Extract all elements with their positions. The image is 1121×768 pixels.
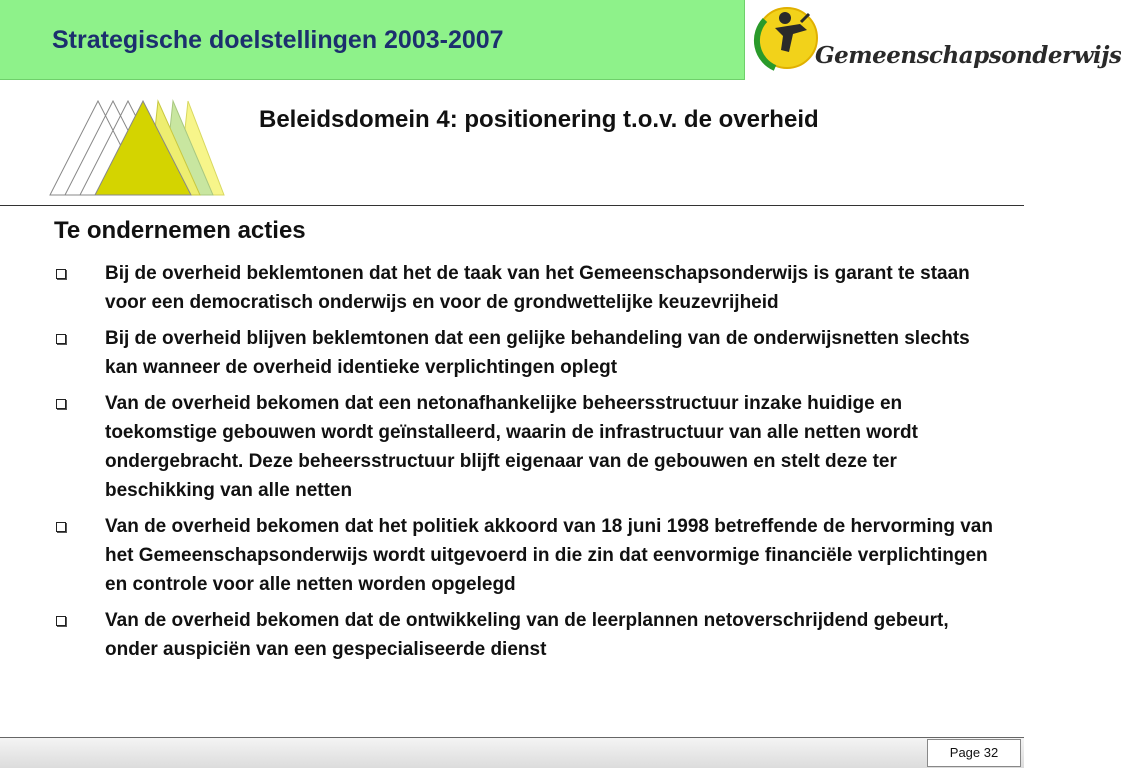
bullet-square-icon <box>56 334 66 344</box>
list-item-text: Van de overheid bekomen dat de ontwikkeling van de leerplannen netoverschrijdend gebeurt, onder auspiciën van een gespecialiseerde dienst <box>105 610 949 660</box>
divider <box>0 205 1024 206</box>
list-item-text: Bij de overheid beklemtonen dat het de taak van het Gemeenschapsonderwijs is garant te staan voor een democratisch onderwijs en voor de grondwettelijke keuzevrijheid <box>105 263 970 313</box>
list-item <box>54 324 1004 382</box>
bullet-square-icon <box>56 616 66 626</box>
footer-bar <box>0 737 1024 768</box>
bullet-square-icon <box>56 522 66 532</box>
bullet-list <box>54 259 1004 671</box>
list-item-text: Van de overheid bekomen dat het politiek akkoord van 18 juni 1998 betreffende de hervorming van het Gemeenschapsonderwijs wordt uitgevoerd in die zin dat eenvormige financiële verplichtingen en controle voor alle netten worden opgelegd <box>105 516 993 595</box>
list-item <box>54 606 1004 664</box>
page-number: Page 32 <box>927 739 1021 767</box>
header-bar <box>0 0 745 80</box>
list-item-text: Van de overheid bekomen dat een netonafhankelijke beheersstructuur inzake huidige en toekomstige gebouwen wordt geïnstalleerd, waarin de infrastructuur van alle netten wordt ondergebracht. Deze beheersstructuur blijft eigenaar van de gebouwen en stelt deze ter beschikking van alle netten <box>105 393 918 501</box>
slide-subtitle: Beleidsdomein 4: positionering t.o.v. de overheid <box>259 106 819 133</box>
triangles-decoration-icon <box>48 98 228 198</box>
list-item <box>54 512 1004 599</box>
logo <box>745 0 1121 80</box>
bullet-square-icon <box>56 399 66 409</box>
list-item <box>54 389 1004 505</box>
bullet-square-icon <box>56 269 66 279</box>
list-item <box>54 259 1004 317</box>
list-item-text: Bij de overheid blijven beklemtonen dat een gelijke behandeling van de onderwijsnetten slechts kan wanneer de overheid identieke verplichtingen oplegt <box>105 328 970 378</box>
logo-text: Gemeenschapsonderwijs <box>815 42 1121 69</box>
section-heading: Te ondernemen acties <box>54 217 306 244</box>
slide-title: Strategische doelstellingen 2003-2007 <box>52 26 504 54</box>
